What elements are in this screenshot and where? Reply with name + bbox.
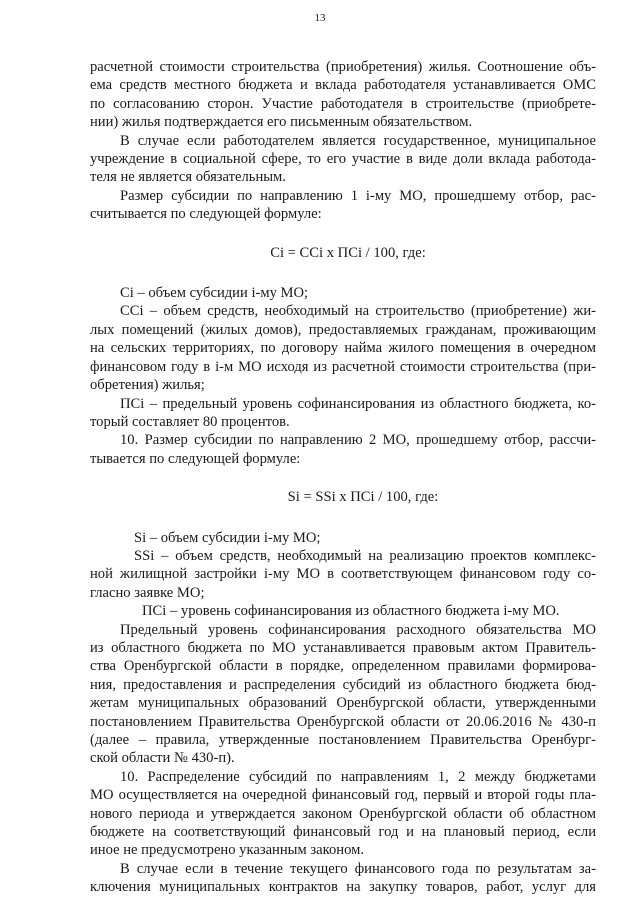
text-line: учреждение в социальной сфере, то его участие в виде доли вклада работода-: [90, 151, 596, 168]
text-line: (далее – правила, утвержденные постановлением Правительства Оренбург-: [90, 732, 596, 748]
text-line: 10. Распределение субсидий по направлениям 1, 2 между бюджетами: [120, 768, 596, 785]
text-line: финансовом году в i-м МО исходя из расчетной стоимости строительства (при-: [90, 358, 596, 375]
text-line: 10. Размер субсидии по направлению 2 МО, прошедшему отбор, рассчи-: [120, 432, 596, 449]
formula-ci: Ci = CCi x ПCi / 100, где:: [270, 244, 426, 261]
text-line: SSi – объем средств, необходимый на реализацию проектов комплекс-: [134, 547, 596, 564]
text-line: Предельный уровень софинансирования расходного обязательства МО: [120, 621, 596, 638]
text-line: гласно заявке МО;: [90, 584, 205, 601]
text-line: Si – объем субсидии i-му МО;: [134, 529, 321, 546]
text-line: нии) жилья подтверждается его письменным обязательством.: [90, 114, 473, 131]
text-line: ема средств местного бюджета и вклада работодателя устанавливается ОМС: [90, 77, 596, 94]
text-line: ключения муниципальных контрактов на закупку товаров, работ, услуг для: [90, 879, 596, 896]
text-line: торый составляет 80 процентов.: [90, 413, 290, 430]
text-line: иное не предусмотрено указанным законом.: [90, 842, 364, 859]
text-line: нового периода и утверждается законом Оренбургской области об областном: [90, 805, 596, 822]
text-line: лых помещений (жилых домов), предоставляемых гражданам, проживающим: [90, 321, 596, 338]
paragraph-block-3: [90, 529, 596, 897]
text-line: расчетной стоимости строительства (приобретения) жилья. Соотношение объ-: [90, 59, 596, 75]
text-line: теля не является обязательным.: [90, 169, 286, 186]
text-line: ства Оренбургской области в порядке, определенном правилами формирова-: [90, 658, 596, 675]
text-line: жетам муниципальных образований Оренбургской области, утвержденными: [90, 695, 596, 712]
text-line: по согласованию сторон. Участие работодателя в строительстве (приобрете-: [90, 95, 596, 112]
page-number: 13: [314, 12, 326, 24]
text-line: постановлением Правительства Оренбургской области от 20.06.2016 № 430-п: [90, 713, 596, 730]
text-line: тывается по следующей формуле:: [90, 450, 301, 467]
text-line: ния, предоставления и распределения субсидий из областного бюджета бюд-: [90, 676, 596, 693]
document-body: [90, 58, 596, 897]
text-line: МО осуществляется на очередной финансовый год, первый и второй годы пла-: [90, 787, 596, 804]
text-line: считывается по следующей формуле:: [90, 206, 322, 223]
text-line: бюджете на соответствующий финансовый год и на плановый период, если: [90, 824, 596, 841]
text-line: Размер субсидии по направлению 1 i-му МО, прошедшему отбор, рас-: [120, 187, 596, 204]
paragraph-block-2: [90, 284, 596, 468]
text-line: обретения) жилья;: [90, 377, 205, 394]
text-line: Ci – объем субсидии i-му МО;: [120, 285, 309, 302]
paragraph-block-1: [90, 58, 596, 224]
formula-si: Si = SSi x ПCi / 100, где:: [287, 489, 439, 506]
text-line: CCi – объем средств, необходимый на строительство (приобретение) жи-: [120, 303, 596, 320]
text-line: В случае если в течение текущего финансового года по результатам за-: [120, 860, 596, 877]
text-line: ПCi – уровень софинансирования из областного бюджета i-му МО.: [142, 603, 560, 620]
text-line: ной жилищной застройки i-му МО в соответствующем финансовом году со-: [90, 566, 596, 583]
text-line: на сельских территориях, по договору найма жилого помещения в очередном: [90, 340, 596, 357]
text-line: ской области № 430-п).: [90, 750, 235, 767]
text-line: В случае если работодателем является государственное, муниципальное: [120, 132, 596, 149]
text-line: из областного бюджета по МО устанавливается правовым актом Правитель-: [90, 639, 596, 656]
text-line: ПCi – предельный уровень софинансирования из областного бюджета, ко-: [120, 395, 596, 412]
